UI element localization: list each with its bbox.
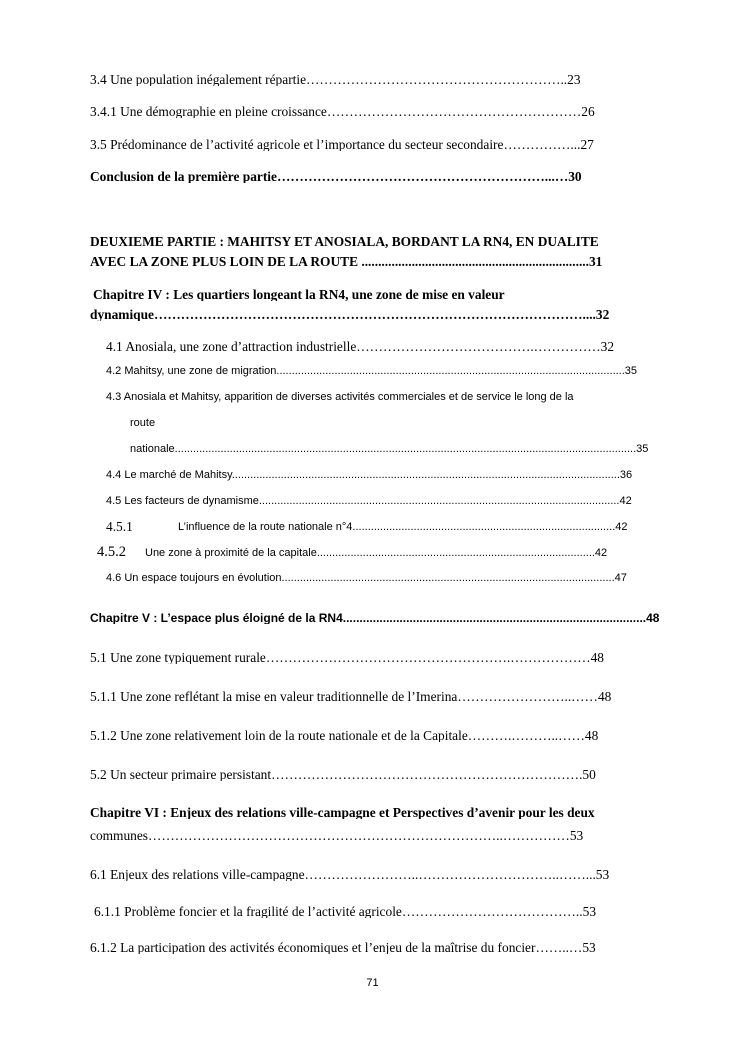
- toc-entry-conclusion-part-1: Conclusion de la première partie……………………………………………………...…30: [90, 170, 582, 184]
- toc-entry-6-1-1: 6.1.1 Problème foncier et la fragilité de l’activité agricole…………………………………..53: [94, 905, 597, 919]
- toc-entry-4-5-2-number: 4.5.2: [97, 545, 126, 560]
- toc-entry-5-1-2: 5.1.2 Une zone relativement loin de la route nationale et de la Capitale……….………..……48: [90, 729, 599, 743]
- toc-entry-4-3-cont: route: [130, 418, 156, 429]
- toc-part-2-title-cont: AVEC LA ZONE PLUS LOIN DE LA ROUTE ....................................................................31: [90, 255, 603, 269]
- toc-entry-3-4-1: 3.4.1 Une démographie en pleine croissance…………………………………………………26: [90, 105, 595, 119]
- toc-entry-5-2: 5.2 Un secteur primaire persistant…………………………………………………………….50: [90, 768, 596, 782]
- toc-chapter-4-title-cont: dynamique……………………………………………………………………………………....32: [90, 308, 610, 322]
- toc-entry-4-5-1: L’influence de la route nationale n°4......................................................................................42: [178, 522, 628, 533]
- toc-entry-4-1: 4.1 Anosiala, une zone d’attraction industrielle………………………………….……………32: [106, 340, 615, 354]
- toc-entry-6-1: 6.1 Enjeux des relations ville-campagne……………………..…………………………..……...53: [90, 868, 610, 882]
- toc-entry-4-6: 4.6 Un espace toujours en évolution.............................................................................................................47: [106, 573, 627, 584]
- toc-part-2-title: DEUXIEME PARTIE : MAHITSY ET ANOSIALA, BORDANT LA RN4, EN DUALITE: [90, 235, 599, 249]
- toc-entry-5-1-1: 5.1.1 Une zone reflétant la mise en valeur traditionnelle de l’Imerina……………………..……48: [90, 690, 612, 704]
- toc-entry-3-5: 3.5 Prédominance de l’activité agricole et l’importance du secteur secondaire……………...27: [90, 138, 594, 152]
- toc-chapter-5-title: Chapitre V : L’espace plus éloigné de la RN4...........................................................................................48: [90, 612, 660, 624]
- toc-entry-6-1-2: 6.1.2 La participation des activités économiques et l’enjeu de la maîtrise du foncier……..…53: [90, 941, 596, 955]
- toc-chapter-4-title: Chapitre IV : Les quartiers longeant la RN4, une zone de mise en valeur: [93, 288, 505, 302]
- page-number: 71: [366, 977, 379, 989]
- toc-entry-4-4: 4.4 Le marché de Mahitsy...............................................................................................................................36: [106, 470, 633, 481]
- toc-chapter-6-title-cont: communes……………………………………………………………………..……………53: [90, 829, 584, 843]
- toc-entry-4-2: 4.2 Mahitsy, une zone de migration..................................................................................................................35: [106, 366, 638, 377]
- toc-entry-4-3-cont-2: nationale.......................................................................................................................................................35: [130, 444, 649, 455]
- toc-entry-4-5: 4.5 Les facteurs de dynamisme......................................................................................................................42: [106, 496, 632, 507]
- toc-entry-4-3: 4.3 Anosiala et Mahitsy, apparition de diverses activités commerciales et de service le long de la: [106, 392, 574, 403]
- toc-chapter-6-title: Chapitre VI : Enjeux des relations ville-campagne et Perspectives d’avenir pour les deux: [90, 806, 595, 820]
- toc-entry-4-5-1-number: 4.5.1: [106, 520, 133, 534]
- toc-entry-4-5-2: Une zone à proximité de la capitale...........................................................................................42: [145, 548, 608, 559]
- toc-entry-3-4: 3.4 Une population inégalement répartie…………………………………………………..23: [90, 73, 581, 87]
- toc-entry-5-1: 5.1 Une zone typiquement rurale……………………………………………….………………48: [90, 651, 604, 665]
